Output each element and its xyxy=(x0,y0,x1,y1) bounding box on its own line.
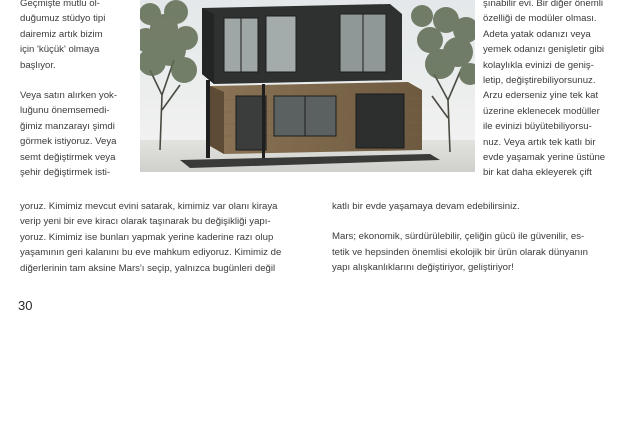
text-line: katlı bir evde yaşamaya devam edebilirsiniz. xyxy=(332,201,520,212)
text-line: evde yaşamak yerine üstüne xyxy=(483,152,606,164)
text-line: Mars; ekonomik, sürdürülebilir, çeliğin gücü ile güvenilir, es- xyxy=(332,231,585,243)
text-line: şınabilir evi. Bir diğer önemli xyxy=(483,0,603,9)
text-line: yoruz. Kimimiz ise bunları yapmak yerine kaderine razı olup xyxy=(20,231,274,243)
left-text-column xyxy=(20,0,132,180)
text-line: diğerlerinin tam aksine Mars'ı seçip, yalnızca bugünleri değil xyxy=(20,262,276,274)
text-line: yaşamının geri kalanını bu eve mahkum ediyoruz. Kimimiz de xyxy=(20,247,282,259)
text-line: yoruz. Kimimiz mevcut evini satarak, kimimiz var olanı kiraya xyxy=(20,201,278,212)
bottom-left-text xyxy=(20,199,316,276)
text-line: özelliği de modüler olması. xyxy=(483,13,597,25)
text-line: Geçmişte mutlu ol- xyxy=(20,0,100,9)
text-line: yapı alışkanlıklarını değiştiriyor, geliştiriyor! xyxy=(332,262,514,274)
text-line: Veya satın alırken yok- xyxy=(20,90,118,102)
text-line: kolaylıkla evinizi de geniş- xyxy=(483,59,594,71)
text-line: verip yeni bir eve kiracı olarak taşınarak bu değişikliği yapı- xyxy=(20,216,271,228)
text-line: görmek istiyoruz. Veya xyxy=(20,136,117,148)
text-line: duğumuz stüdyo tipi xyxy=(20,13,106,25)
text-line: Arzu ederseniz yine tek kat xyxy=(483,90,599,102)
text-line: nuz. Veya artık tek katlı bir xyxy=(483,136,596,148)
text-line: için 'küçük' olmaya xyxy=(20,44,100,56)
text-line: ile evinizi büyütebiliyorsu- xyxy=(483,121,592,133)
paragraph-gap xyxy=(20,73,132,88)
text-line: dairemiz artık bizim xyxy=(20,28,103,40)
text-line: başlıyor. xyxy=(20,59,56,71)
text-line: Adeta yatak odanızı veya xyxy=(483,28,591,40)
text-line: ğimiz manzarayı şimdi xyxy=(20,120,115,132)
text-line: luğunu önemsemedi- xyxy=(20,105,110,117)
right-text-column xyxy=(483,0,627,181)
house-illustration xyxy=(140,0,475,172)
text-line: yemek odanızı genişletir gibi xyxy=(483,44,605,56)
text-line: üzerine eklenecek modüller xyxy=(483,105,600,117)
text-line: semt değiştirmek veya xyxy=(20,151,116,163)
text-line: şehir değiştirmek isti- xyxy=(20,167,111,179)
text-line: letip, değiştirebiliyorsunuz. xyxy=(483,75,596,87)
text-line: tetik ve hepsinden önemlisi ekolojik bir ürün olarak dünyanın xyxy=(332,246,588,258)
text-line: bir kat daha ekleyerek çift xyxy=(483,167,592,179)
bottom-right-text xyxy=(332,199,628,276)
page-number: 30 xyxy=(18,298,33,313)
modular-house-photo xyxy=(140,0,475,172)
paragraph-gap xyxy=(332,214,628,229)
